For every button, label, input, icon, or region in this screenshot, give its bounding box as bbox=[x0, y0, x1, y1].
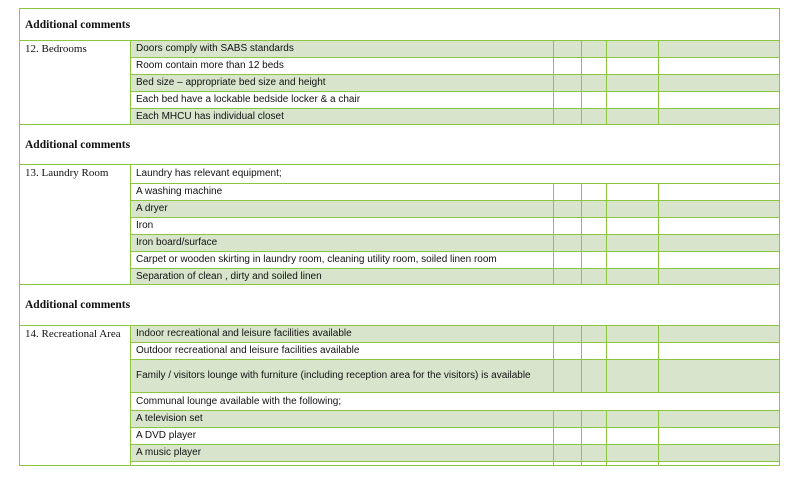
table-row bbox=[20, 326, 780, 343]
no-cell[interactable] bbox=[582, 92, 607, 109]
score-cell[interactable] bbox=[607, 326, 659, 343]
no-cell[interactable] bbox=[582, 411, 607, 428]
no-cell[interactable] bbox=[582, 360, 607, 393]
yes-cell[interactable] bbox=[554, 235, 582, 252]
no-cell[interactable] bbox=[582, 184, 607, 201]
table-row bbox=[20, 428, 780, 445]
no-cell[interactable] bbox=[582, 269, 607, 285]
comment-cell[interactable] bbox=[659, 58, 780, 75]
table-row bbox=[20, 411, 780, 428]
additional-comments-row bbox=[20, 125, 780, 165]
checklist-item: Carpet or wooden skirting in laundry room, cleaning utility room, soiled linen room bbox=[131, 252, 554, 269]
yes-cell[interactable] bbox=[554, 326, 582, 343]
section-title-bedrooms: 12. Bedrooms bbox=[20, 41, 131, 125]
no-cell[interactable] bbox=[582, 201, 607, 218]
table-row bbox=[20, 360, 780, 393]
section-title-laundry-room: 13. Laundry Room bbox=[20, 165, 131, 285]
comment-cell[interactable] bbox=[659, 343, 780, 360]
comment-cell[interactable] bbox=[659, 411, 780, 428]
checklist-item: Each MHCU has individual closet bbox=[131, 109, 554, 125]
yes-cell[interactable] bbox=[554, 269, 582, 285]
comment-cell[interactable] bbox=[659, 462, 780, 466]
no-cell[interactable] bbox=[582, 252, 607, 269]
yes-cell[interactable] bbox=[554, 252, 582, 269]
table-row bbox=[20, 393, 780, 411]
table-row bbox=[20, 445, 780, 462]
checklist-item: Bed size – appropriate bed size and height bbox=[131, 75, 554, 92]
table-row bbox=[20, 41, 780, 58]
score-cell[interactable] bbox=[607, 58, 659, 75]
checklist-item: Room contain more than 12 beds bbox=[131, 58, 554, 75]
table-row bbox=[20, 235, 780, 252]
no-cell[interactable] bbox=[582, 445, 607, 462]
table-row bbox=[20, 269, 780, 285]
checklist-item: Doors comply with SABS standards bbox=[131, 41, 554, 58]
additional-comments-row bbox=[20, 9, 780, 41]
score-cell[interactable] bbox=[607, 252, 659, 269]
additional-comments-label: Additional comments bbox=[20, 125, 780, 165]
comment-cell[interactable] bbox=[659, 252, 780, 269]
additional-comments-label: Additional comments bbox=[20, 285, 780, 326]
comment-cell[interactable] bbox=[659, 326, 780, 343]
table-row bbox=[20, 184, 780, 201]
comment-cell[interactable] bbox=[659, 184, 780, 201]
yes-cell[interactable] bbox=[554, 343, 582, 360]
comment-cell[interactable] bbox=[659, 360, 780, 393]
comment-cell[interactable] bbox=[659, 445, 780, 462]
score-cell[interactable] bbox=[607, 218, 659, 235]
checklist-item: Iron board/surface bbox=[131, 235, 554, 252]
table-row bbox=[20, 252, 780, 269]
no-cell[interactable] bbox=[582, 428, 607, 445]
comment-cell[interactable] bbox=[659, 41, 780, 58]
table-row bbox=[20, 92, 780, 109]
comment-cell[interactable] bbox=[659, 269, 780, 285]
score-cell[interactable] bbox=[607, 235, 659, 252]
comment-cell[interactable] bbox=[659, 92, 780, 109]
yes-cell[interactable] bbox=[554, 75, 582, 92]
table-row bbox=[20, 165, 780, 184]
no-cell[interactable] bbox=[582, 326, 607, 343]
score-cell[interactable] bbox=[607, 41, 659, 58]
yes-cell[interactable] bbox=[554, 184, 582, 201]
comment-cell[interactable] bbox=[659, 428, 780, 445]
inspection-checklist-table bbox=[19, 8, 780, 466]
score-cell[interactable] bbox=[607, 343, 659, 360]
no-cell[interactable] bbox=[582, 235, 607, 252]
checklist-item: Outdoor recreational and leisure facilities available bbox=[131, 343, 554, 360]
checklist-item: Each bed have a lockable bedside locker & a chair bbox=[131, 92, 554, 109]
checklist-item: Separation of clean , dirty and soiled linen bbox=[131, 269, 554, 285]
yes-cell[interactable] bbox=[554, 428, 582, 445]
score-cell[interactable] bbox=[607, 92, 659, 109]
score-cell[interactable] bbox=[607, 269, 659, 285]
table-row bbox=[20, 75, 780, 92]
no-cell[interactable] bbox=[582, 343, 607, 360]
checklist-item: A DVD player bbox=[131, 428, 554, 445]
yes-cell[interactable] bbox=[554, 201, 582, 218]
table-row bbox=[20, 218, 780, 235]
checklist-intro: Communal lounge available with the following; bbox=[131, 393, 780, 411]
yes-cell[interactable] bbox=[554, 360, 582, 393]
score-cell[interactable] bbox=[607, 109, 659, 125]
checklist-item: Indoor recreational and leisure facilities available bbox=[131, 326, 554, 343]
yes-cell[interactable] bbox=[554, 411, 582, 428]
score-cell[interactable] bbox=[607, 462, 659, 466]
additional-comments-label: Additional comments bbox=[20, 9, 780, 41]
checklist-item: A dryer bbox=[131, 201, 554, 218]
no-cell[interactable] bbox=[582, 58, 607, 75]
score-cell[interactable] bbox=[607, 360, 659, 393]
yes-cell[interactable] bbox=[554, 41, 582, 58]
comment-cell[interactable] bbox=[659, 218, 780, 235]
comment-cell[interactable] bbox=[659, 235, 780, 252]
table-row bbox=[20, 109, 780, 125]
no-cell[interactable] bbox=[582, 41, 607, 58]
no-cell[interactable] bbox=[582, 109, 607, 125]
yes-cell[interactable] bbox=[554, 92, 582, 109]
checklist-item: Family / visitors lounge with furniture (including reception area for the visitors) is available bbox=[131, 360, 554, 393]
additional-comments-row bbox=[20, 285, 780, 326]
comment-cell[interactable] bbox=[659, 109, 780, 125]
yes-cell[interactable] bbox=[554, 462, 582, 466]
score-cell[interactable] bbox=[607, 428, 659, 445]
section-title-recreational-area: 14. Recreational Area bbox=[20, 326, 131, 466]
table-row bbox=[20, 462, 780, 466]
score-cell[interactable] bbox=[607, 445, 659, 462]
checklist-item: A music player bbox=[131, 445, 554, 462]
score-cell[interactable] bbox=[607, 411, 659, 428]
checklist-item: A television set bbox=[131, 411, 554, 428]
table-row bbox=[20, 201, 780, 218]
table-row bbox=[20, 343, 780, 360]
checklist-intro: Laundry has relevant equipment; bbox=[131, 165, 780, 184]
comment-cell[interactable] bbox=[659, 75, 780, 92]
yes-cell[interactable] bbox=[554, 218, 582, 235]
checklist-item: Iron bbox=[131, 218, 554, 235]
yes-cell[interactable] bbox=[554, 109, 582, 125]
no-cell[interactable] bbox=[582, 462, 607, 466]
spacer-cell bbox=[131, 462, 554, 466]
score-cell[interactable] bbox=[607, 75, 659, 92]
no-cell[interactable] bbox=[582, 75, 607, 92]
checklist-item: A washing machine bbox=[131, 184, 554, 201]
score-cell[interactable] bbox=[607, 201, 659, 218]
comment-cell[interactable] bbox=[659, 201, 780, 218]
score-cell[interactable] bbox=[607, 184, 659, 201]
no-cell[interactable] bbox=[582, 218, 607, 235]
table-row bbox=[20, 58, 780, 75]
yes-cell[interactable] bbox=[554, 445, 582, 462]
yes-cell[interactable] bbox=[554, 58, 582, 75]
